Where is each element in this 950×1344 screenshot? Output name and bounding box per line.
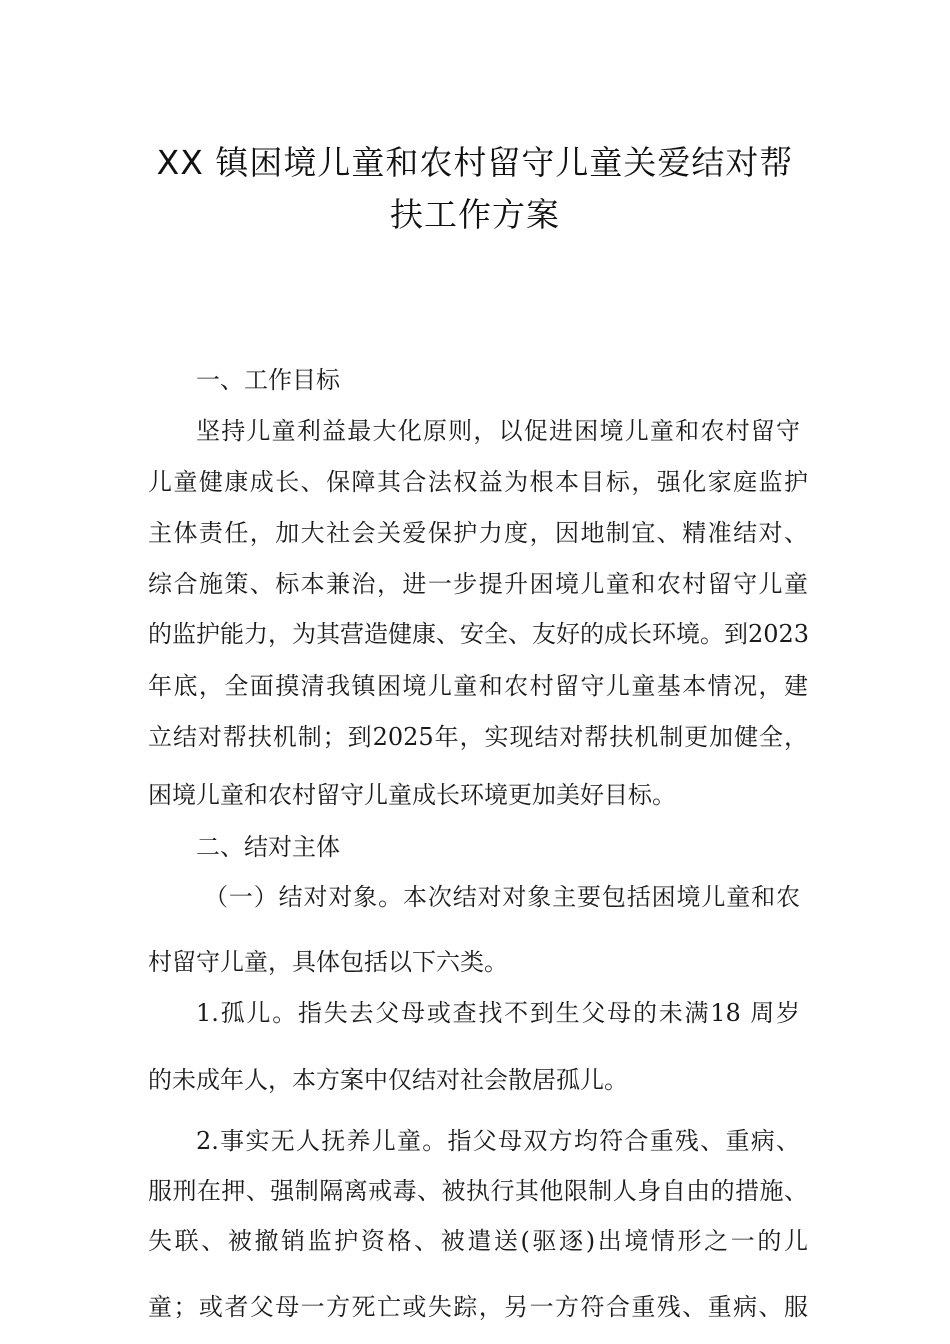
body-line: 困境儿童和农村留守儿童成长环境更加美好目标。	[148, 781, 676, 809]
document-title-line-1: XX 镇困境儿童和农村留守儿童关爱结对帮	[156, 143, 794, 182]
body-line: 童；或者父母一方死亡或失踪，另一方符合重残、重病、服	[148, 1293, 808, 1321]
list-item-orphan: 1.孤儿。指失去父母或查找不到生父母的未满18 周岁	[196, 999, 800, 1027]
section-heading-goals: 一、工作目标	[196, 366, 340, 394]
body-line: 村留守儿童，具体包括以下六类。	[148, 948, 508, 976]
body-line: 儿童健康成长、保障其合法权益为根本目标，强化家庭监护	[148, 468, 808, 496]
body-line: 服刑在押、强制隔离戒毒、被执行其他限制人身自由的措施、	[148, 1177, 808, 1205]
document-title-line-2: 扶工作方案	[390, 195, 560, 234]
list-item-unsupported-children: 2.事实无人抚养儿童。指父母双方均符合重残、重病、	[196, 1127, 800, 1155]
body-line: 年底，全面摸清我镇困境儿童和农村留守儿童基本情况，建	[148, 672, 808, 700]
body-line: 坚持儿童利益最大化原则，以促进困境儿童和农村留守	[196, 417, 800, 445]
body-line: 主体责任，加大社会关爱保护力度，因地制宜、精准结对、	[148, 519, 808, 547]
body-line: 失联、被撤销监护资格、被遣送(驱逐)出境情形之一的儿	[148, 1227, 808, 1255]
subsection-heading-pairing-objects: （一）结对对象。本次结对对象主要包括困境儿童和农	[204, 883, 800, 911]
body-line: 立结对帮扶机制；到2025年，实现结对帮扶机制更加健全，	[148, 723, 808, 751]
body-line: 的监护能力，为其营造健康、安全、友好的成长环境。到2023	[148, 620, 810, 648]
section-heading-pairing-subjects: 二、结对主体	[196, 833, 340, 861]
body-line: 综合施策、标本兼治，进一步提升困境儿童和农村留守儿童	[148, 570, 808, 598]
body-line: 的未成年人，本方案中仅结对社会散居孤儿。	[148, 1066, 628, 1094]
